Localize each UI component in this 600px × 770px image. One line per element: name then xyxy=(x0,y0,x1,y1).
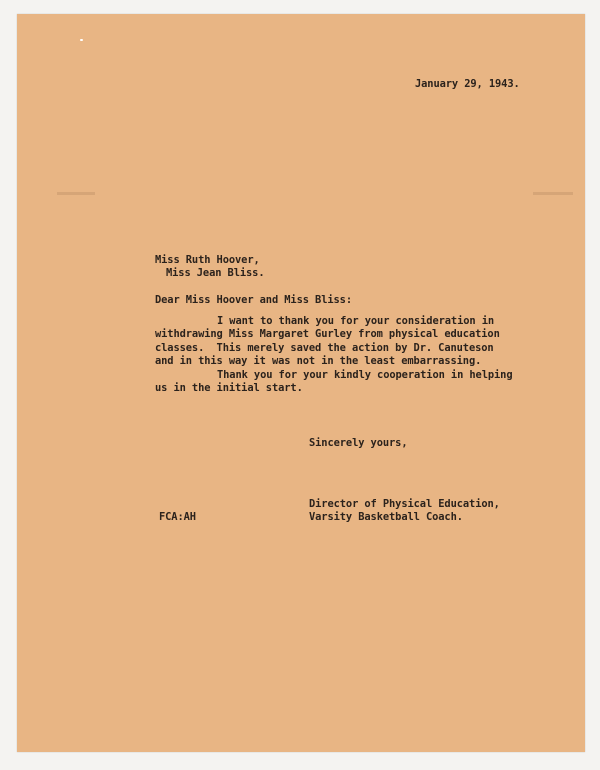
body-line: Thank you for your kindly cooperation in helping xyxy=(217,369,513,381)
signature-title-line-2: Varsity Basketball Coach. xyxy=(309,511,463,523)
body-paragraph-2 xyxy=(155,369,512,396)
body-paragraph-1 xyxy=(155,315,500,369)
recipient-line-2: Miss Jean Bliss. xyxy=(166,267,265,279)
letter-date: January 29, 1943. xyxy=(415,78,520,90)
paper-smudge-left xyxy=(57,192,95,195)
paper-smudge-right xyxy=(533,192,573,195)
salutation: Dear Miss Hoover and Miss Bliss: xyxy=(155,294,352,306)
body-line: classes. This merely saved the action by Dr. Canuteson xyxy=(155,341,494,354)
body-line: and in this way it was not in the least embarrassing. xyxy=(155,355,482,368)
letter-page xyxy=(17,14,585,752)
closing: Sincerely yours, xyxy=(309,437,408,449)
body-line: I want to thank you for your consideration in xyxy=(217,315,495,327)
signature-title-line-1: Director of Physical Education, xyxy=(309,498,500,510)
typist-initials: FCA:AH xyxy=(159,511,196,523)
paper-speck xyxy=(80,39,83,41)
body-line: withdrawing Miss Margaret Gurley from physical education xyxy=(155,328,500,341)
body-line: us in the initial start. xyxy=(155,382,303,395)
recipient-line-1: Miss Ruth Hoover, xyxy=(155,254,260,266)
